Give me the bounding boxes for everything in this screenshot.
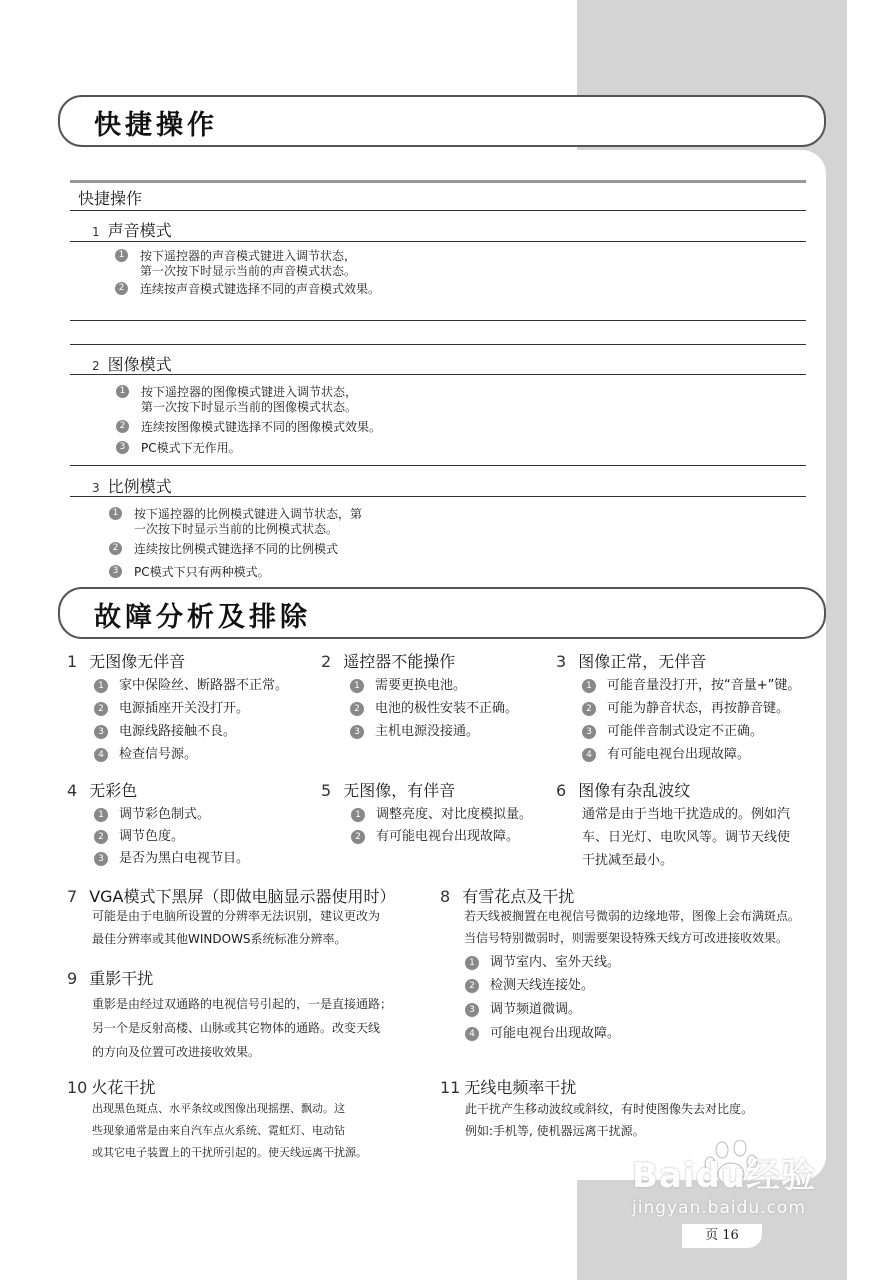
fault-item: 2 有可能电视台出现故障。 (376, 828, 519, 846)
fault-item: 3 调节频道微调。 (490, 1001, 581, 1019)
fault-description: 重影是由经过双通路的电视信号引起的，一是直接通路； 另一个是反射高楼、山脉或其它物体的通路。改变天线 的方向及位置可改进接收效果。 (92, 997, 393, 1059)
watermark-url: jingyan.baidu.com (632, 1198, 806, 1218)
fault-description: 若天线被搁置在电视信号微弱的边缘地带，图像上会布满斑点。 当信号特别微弱时，则需要架设特殊天线方可改进接收效果。 (464, 909, 801, 945)
fault-item: 1 可能音量没打开，按“音量+”键。 (607, 677, 800, 695)
fault-heading: 8 有雪花点及干扰 (440, 887, 575, 906)
picture-mode-heading: 2 图像模式 (92, 355, 172, 374)
divider (70, 465, 806, 466)
fault-item: 1 调节彩色制式。 (119, 806, 210, 824)
fault-heading: 11 无线电频率干扰 (440, 1078, 577, 1097)
fault-item: 2 检测天线连接处。 (490, 977, 594, 995)
fault-item: 3 是否为黑白电视节目。 (119, 850, 249, 868)
divider (70, 241, 806, 242)
fault-item: 2 电源插座开关没打开。 (119, 700, 249, 718)
sound-item: 2 连续按声音模式键选择不同的声音模式效果。 (140, 282, 380, 297)
fault-heading: 7 VGA模式下黑屏（即做电脑显示器使用时） (67, 887, 396, 906)
ratio-item: 3 PC模式下只有两种模式。 (134, 565, 270, 580)
fault-heading: 9 重影干扰 (67, 969, 154, 988)
fault-heading: 3 图像正常，无伴音 (556, 652, 707, 671)
picture-item: 1 按下遥控器的图像模式键进入调节状态， 第一次按下时显示当前的图像模式状态。 (141, 385, 357, 415)
divider (70, 210, 806, 211)
fault-heading: 2 遥控器不能操作 (321, 652, 456, 671)
fault-item: 2 电池的极性安装不正确。 (375, 700, 518, 718)
fault-item: 3 可能伴音制式设定不正确。 (607, 723, 763, 741)
divider (70, 180, 806, 183)
section-header-quick (58, 95, 826, 147)
divider (70, 374, 806, 375)
section-title-fault: 故障分析及排除 (94, 602, 311, 633)
sound-mode-heading: 1 声音模式 (92, 221, 172, 240)
fault-description: 可能是由于电脑所设置的分辨率无法识别，建议更改为 最佳分辨率或其他WINDOWS系统标准分辨率。 (92, 909, 381, 946)
fault-heading: 6 图像有杂乱波纹 (556, 781, 691, 800)
fault-description: 通常是由于当地干扰造成的。例如汽 车、日光灯、电吹风等。调节天线使 干扰减至最小。 (582, 807, 791, 868)
sound-item: 1 按下遥控器的声音模式键进入调节状态， 第一次按下时显示当前的声音模式状态。 (140, 249, 356, 279)
fault-description: 出现黑色斑点、水平条纹或图像出现摇摆、飘动。这 些现象通常是由来自汽车点火系统、霓虹灯、电动钻 或其它电子装置上的干扰所引起的。使天线远离干扰源。 (92, 1102, 367, 1159)
fault-heading: 4 无彩色 (67, 781, 138, 800)
fault-item: 2 调节色度。 (119, 828, 184, 846)
fault-item: 1 需要更换电池。 (375, 677, 466, 695)
fault-item: 4 可能电视台出现故障。 (490, 1025, 620, 1043)
fault-item: 4 检查信号源。 (119, 746, 197, 764)
fault-item: 1 调整亮度、对比度模拟量。 (376, 806, 532, 824)
ratio-mode-heading: 3 比例模式 (92, 477, 172, 496)
watermark-logo: Baidu经验 (632, 1156, 817, 1196)
fault-heading: 10 火花干扰 (67, 1078, 156, 1097)
page-number: 页 16 (682, 1224, 762, 1248)
section-header-fault (58, 587, 826, 639)
fault-description: 此干扰产生移动波纹或斜纹，有时使图像失去对比度。 例如:手机等, 使机器远离干扰源。 (465, 1102, 754, 1138)
fault-item: 4 有可能电视台出现故障。 (607, 746, 750, 764)
picture-item: 2 连续按图像模式键选择不同的图像模式效果。 (141, 420, 381, 435)
picture-item: 3 PC模式下无作用。 (141, 441, 241, 456)
fault-heading: 5 无图像，有伴音 (321, 781, 456, 800)
section-title-quick: 快捷操作 (94, 110, 218, 141)
fault-item: 1 家中保险丝、断路器不正常。 (119, 677, 288, 695)
quick-title: 快捷操作 (78, 189, 143, 208)
divider (70, 496, 806, 497)
fault-item: 3 电源线路接触不良。 (119, 723, 236, 741)
divider (70, 344, 806, 345)
fault-heading: 1 无图像无伴音 (67, 652, 186, 671)
ratio-item: 2 连续按比例模式键选择不同的比例模式 (134, 542, 338, 557)
ratio-item: 1 按下遥控器的比例模式键进入调节状态，第 一次按下时显示当前的比例模式状态。 (134, 507, 362, 537)
fault-item: 3 主机电源没接通。 (375, 723, 479, 741)
fault-item: 2 可能为静音状态，再按静音键。 (607, 700, 789, 718)
fault-item: 1 调节室内、室外天线。 (490, 954, 620, 972)
divider (70, 320, 806, 321)
